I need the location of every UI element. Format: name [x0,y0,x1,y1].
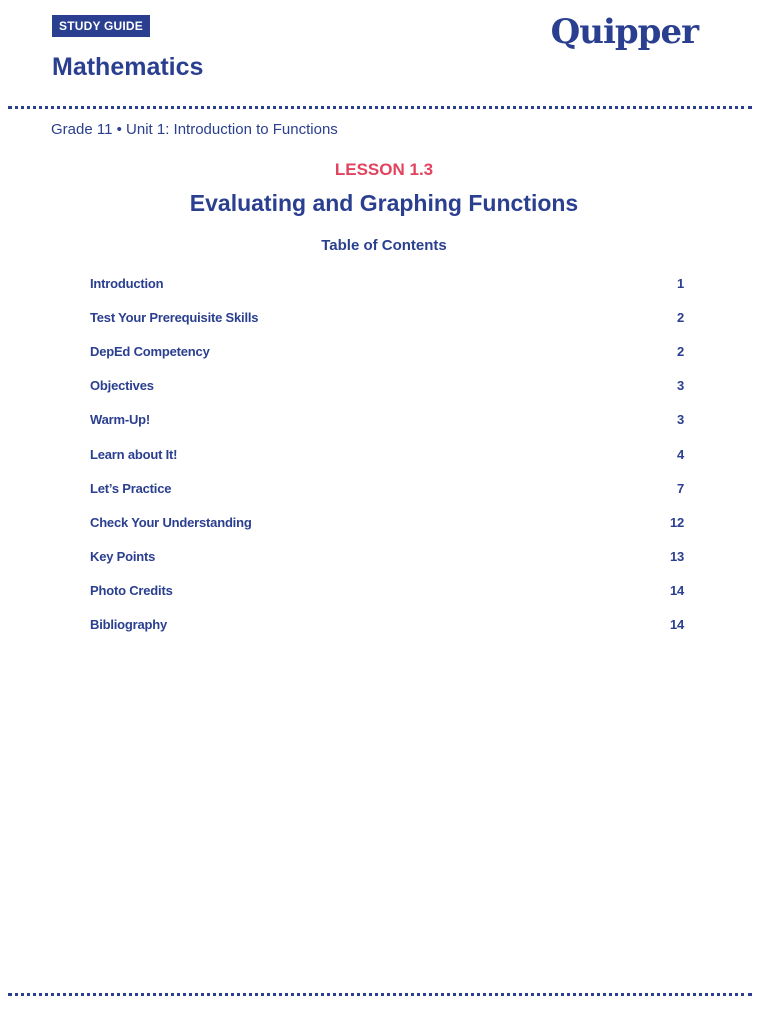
toc-item-page: 13 [669,549,684,565]
toc-item-page: 14 [669,583,684,599]
table-of-contents [90,266,684,642]
toc-item-objectives[interactable] [90,369,684,403]
toc-item-photo-credits[interactable] [90,574,684,608]
lesson-number: LESSON 1.3 [334,160,434,179]
toc-item-lets-practice[interactable] [90,471,684,505]
lesson-title: Evaluating and Graphing Functions [189,190,579,216]
toc-item-key-points[interactable] [90,540,684,574]
toc-heading: Table of Contents [321,237,447,254]
toc-item-bibliography[interactable] [90,608,684,642]
bottom-divider [8,993,752,996]
toc-item-label: Bibliography [90,617,168,633]
toc-item-label: Objectives [90,378,154,394]
toc-item-page: 2 [676,343,684,359]
toc-item-deped-competency[interactable] [90,334,684,368]
toc-item-label: Let’s Practice [90,480,172,496]
toc-item-page: 14 [669,617,684,633]
toc-item-check-understanding[interactable] [90,505,684,539]
quipper-logo: Quipper [550,12,698,52]
toc-item-introduction[interactable] [90,266,684,300]
top-divider [8,106,752,109]
subject-title: Mathematics [52,53,204,81]
toc-item-page: 12 [669,514,684,530]
toc-item-label: Photo Credits [90,583,173,599]
toc-item-page: 4 [676,446,684,462]
toc-item-page: 2 [676,309,684,325]
toc-item-label: Test Your Prerequisite Skills [90,309,259,325]
toc-item-page: 3 [676,378,684,394]
toc-item-label: Introduction [90,275,164,291]
study-guide-badge: STUDY GUIDE [52,15,150,37]
breadcrumb: Grade 11 • Unit 1: Introduction to Functions [51,121,338,138]
toc-item-warm-up[interactable] [90,403,684,437]
toc-item-learn-about-it[interactable] [90,437,684,471]
toc-item-prerequisite-skills[interactable] [90,300,684,334]
toc-item-label: Warm-Up! [90,412,151,428]
toc-item-page: 7 [676,480,684,496]
toc-item-label: Check Your Understanding [90,514,252,530]
toc-item-page: 1 [676,275,684,291]
toc-item-page: 3 [676,412,684,428]
toc-item-label: Key Points [90,549,156,565]
toc-item-label: DepEd Competency [90,343,210,359]
toc-item-label: Learn about It! [90,446,178,462]
